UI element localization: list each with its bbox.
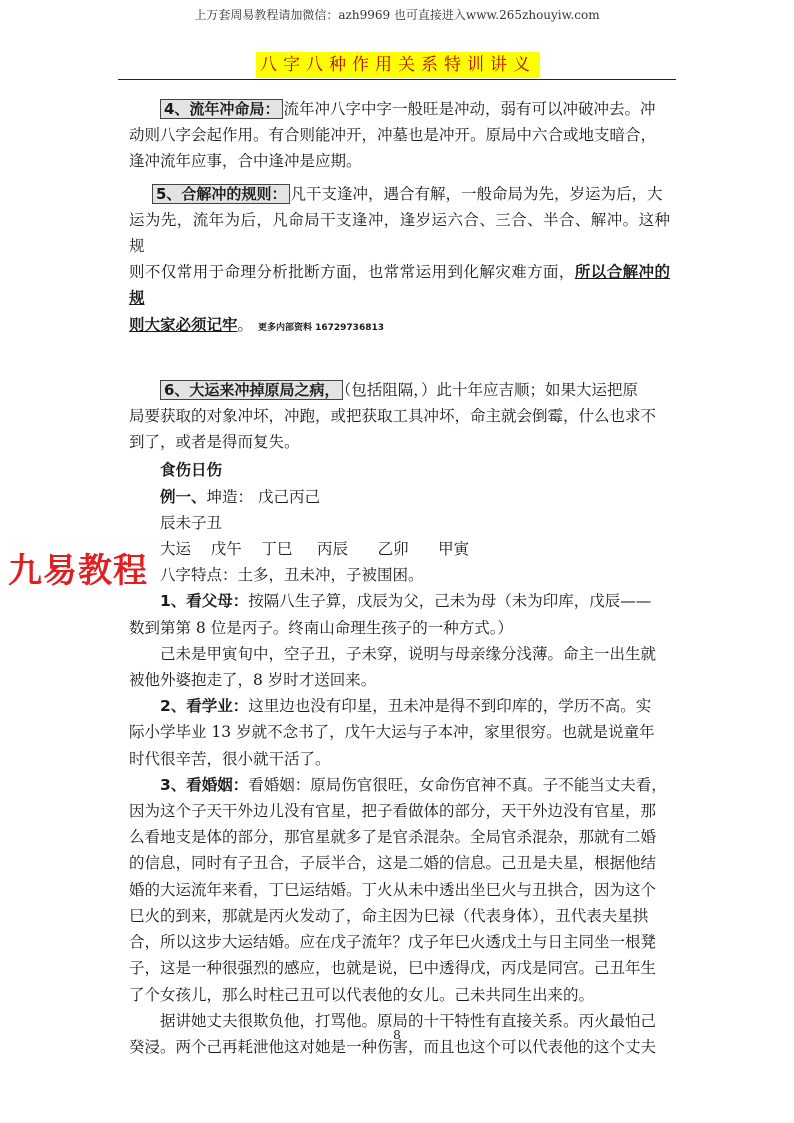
section-4-heading: 4、流年冲命局： — [160, 99, 283, 119]
header-divider — [118, 79, 676, 80]
marriage-line: 的信息，同时有子丑合，子辰半合，这是二婚的信息。己丑是夫星，根据他结 — [129, 854, 657, 873]
section-5-line-2: 运为先，流年为后，凡命局干支逢冲，逢岁运六合、三合、半合、解冲。这种规 — [129, 210, 670, 256]
watermark-logo: 九易教程 — [8, 551, 148, 591]
section-5-emphasis: 所以合解冲的规 — [129, 263, 670, 308]
example-line: 例一、坤造： 戊己丙己 — [160, 487, 320, 506]
marriage-line: 合，所以这步大运结婚。应在戊子流年？戊子年巳火透戊土与日主同坐一根凳 — [129, 933, 657, 952]
document-title: 八字八种作用关系特训讲义 — [256, 52, 540, 78]
para-study-line-2: 际小学毕业 13 岁就不念书了，戊午大运与子本冲，家里很穷。也就是说童年 — [129, 723, 655, 742]
section-4: 4、流年冲命局： 流年冲八字中字一般旺是冲动，弱有可以冲破冲去。冲 — [160, 96, 670, 122]
para-parents: 1、看父母：按隔八生子算，戊辰为父，己未为母（未为印库，戊辰—— — [160, 592, 652, 611]
section-4-line-3: 逢冲流年应事，合中逢冲是应期。 — [129, 152, 362, 171]
section-5-line-3: 则不仅常用于命理分析批断方面，也常常运用到化解灾难方面，所以合解冲的规 — [129, 263, 670, 308]
section-6: 6、大运来冲掉原局之病， （包括阻隔，）此十年应吉顺；如果大运把原 — [160, 377, 670, 403]
section-6-line-2: 局要获取的对象冲坏，冲跑，或把获取工具冲坏，命主就会倒霉，什么也求不 — [129, 407, 657, 426]
para-mother-1: 己未是甲寅旬中，空子丑，子未穿，说明与母亲缘分浅薄。命主一出生就 — [160, 644, 657, 663]
top-contact-note: 上万套周易教程请加微信：azh9969 也可直接进入www.265zhouyiw.com — [194, 8, 600, 22]
marriage-line: 因为这个子天干外边儿没有官星，把子看做体的部分，天干外边没有官星，那 — [129, 802, 657, 821]
para-parents-line-2: 数到第第 8 位是丙子。终南山命理生孩子的一种方式。） — [129, 618, 513, 637]
page-number: 8 — [393, 1028, 401, 1042]
section-5-line-4: 则大家必须记牢。 更多内部资料 16729736813 — [129, 315, 384, 334]
shishang-title: 食伤日伤 — [160, 461, 223, 480]
section-5-emphasis-2: 则大家必须记牢 — [129, 315, 238, 334]
para-marriage: 3、看婚姻：看婚姻：原局伤官很旺，女命伤官神不真。子不能当丈夫看， — [160, 775, 667, 794]
features-line: 八字特点：土多，丑未冲，子被围困。 — [160, 566, 424, 585]
branches-line: 辰未子丑 — [160, 513, 223, 532]
section-5-heading: 5、合解冲的规则： — [152, 184, 290, 204]
section-5: 5、合解冲的规则： 凡干支逢冲，遇合有解，一般命局为先，岁运为后，大 — [152, 181, 670, 207]
marriage-line: 子，这是一种很强烈的感应，也就是说，巳中透得戊，丙戊是同宫。己丑年生 — [129, 959, 657, 978]
para-husband: 据讲她丈夫很欺负他，打骂他。原局的十干特性有直接关系。丙火最怕己 — [160, 1011, 657, 1030]
contact-small-note: 更多内部资料 16729736813 — [257, 322, 384, 333]
document-body — [129, 96, 670, 1060]
spacer — [160, 341, 670, 367]
section-6-line-3: 到了，或者是得而复失。 — [129, 433, 300, 452]
marriage-label: 3、看婚姻： — [160, 775, 249, 794]
para-husband-line-2: 癸浸。两个己再耗泄他这对她是一种伤害，而且也这个可以代表他的这个丈夫 — [129, 1037, 657, 1056]
example-label: 例一、 — [160, 487, 207, 506]
marriage-line: 巳火的到来，那就是丙火发动了，命主因为巳禄（代表身体），丑代表夫星拱 — [129, 906, 649, 925]
marriage-line: 婚的大运流年来看，丁巳运结婚。丁火从未中透出坐巳火与丑拱合，因为这个 — [129, 880, 657, 899]
marriage-line: 么看地支是体的部分，那官星就多了是官杀混杂。全局官杀混杂，那就有二婚 — [129, 828, 657, 847]
dayun-line: 大运 戊午 丁巳 丙辰 乙卯 甲寅 — [160, 540, 470, 559]
parents-label: 1、看父母： — [160, 592, 249, 611]
section-4-line-2: 动则八字会起作用。有合则能冲开，冲墓也是冲开。原局中六合或地支暗合， — [129, 126, 657, 145]
study-label: 2、看学业： — [160, 697, 249, 716]
para-study: 2、看学业：这里边也没有印星，丑未冲是得不到印库的，学历不高。实 — [160, 697, 652, 716]
para-study-line-3: 时代很辛苦，很小就干活了。 — [129, 749, 331, 768]
marriage-line: 了个女孩儿，那么时柱己丑可以代表他的女儿。己未共同生出来的。 — [129, 985, 595, 1004]
section-6-heading: 6、大运来冲掉原局之病， — [160, 380, 343, 400]
para-mother-2: 被他外婆抱走了，8 岁时才送回来。 — [129, 671, 377, 690]
